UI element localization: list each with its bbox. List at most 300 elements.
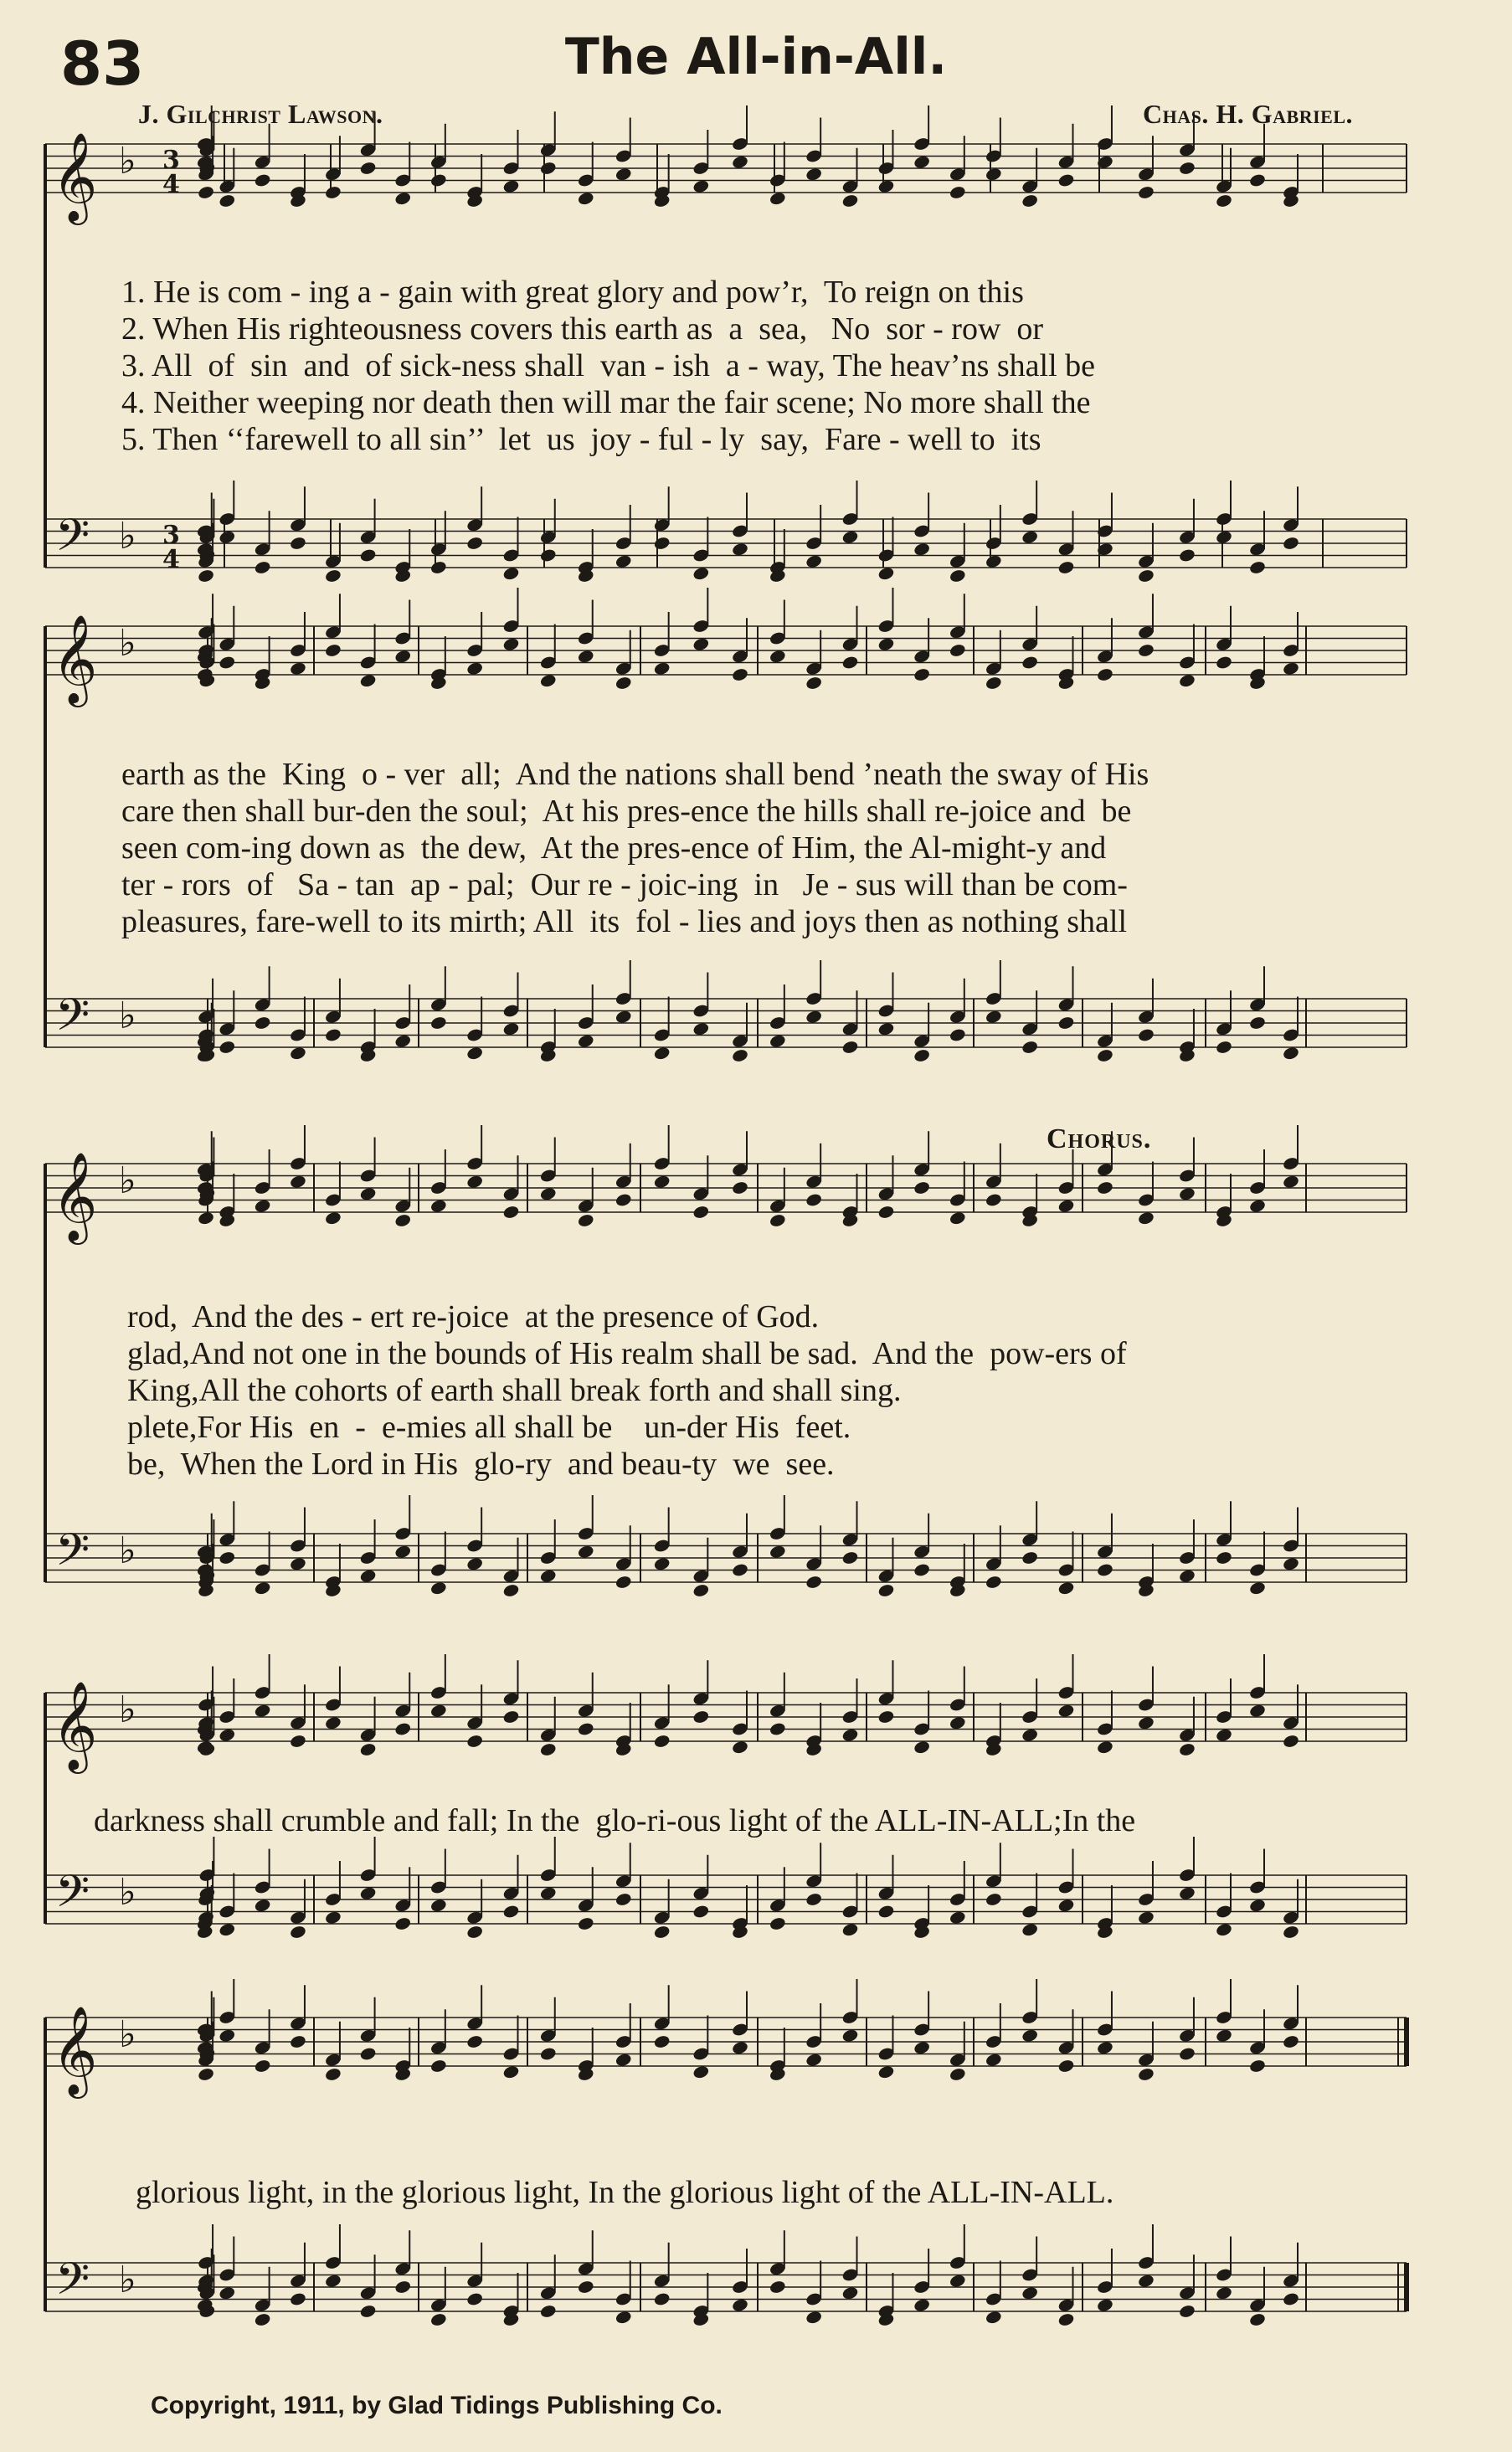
- note-head: [841, 655, 859, 670]
- note-head: [1282, 1175, 1299, 1190]
- note-head: [985, 167, 1002, 182]
- note-head: [1215, 2285, 1232, 2300]
- note-head: [769, 1034, 786, 1049]
- note-head: [731, 667, 748, 682]
- lyric-line-chorus: darkness shall crumble and fall; In the glo-ri-ous light of the ALL-IN-ALL;In the: [94, 1803, 1136, 1838]
- note-head: [1021, 2028, 1038, 2043]
- note-head: [1178, 1569, 1196, 1584]
- note-head: [805, 2310, 822, 2325]
- bass-clef: 𝄢: [55, 1866, 90, 1929]
- note-head: [429, 2312, 447, 2327]
- flat-key-signature: ♭: [119, 622, 136, 665]
- note-head: [731, 155, 748, 170]
- note-head: [197, 1211, 214, 1226]
- note-head: [731, 1740, 748, 1755]
- note-head: [1282, 536, 1299, 551]
- note-head: [577, 2280, 594, 2295]
- note-head: [985, 1010, 1002, 1025]
- note-head: [877, 2064, 895, 2079]
- note-head: [985, 1892, 1002, 1907]
- note-head: [1021, 193, 1038, 208]
- note-head: [289, 1556, 306, 1571]
- note-head: [769, 1213, 786, 1228]
- note-head: [1021, 2285, 1038, 2300]
- note-head: [877, 179, 895, 194]
- note-head: [615, 554, 632, 569]
- note-head: [913, 2298, 930, 2313]
- note-head: [841, 1550, 859, 1565]
- note-head: [1057, 1015, 1075, 1031]
- note-head: [219, 2285, 236, 2300]
- lyric-line-verse-3: King,All the cohorts of earth shall break forth and shall sing.: [127, 1373, 902, 1408]
- note-head: [465, 536, 483, 551]
- note-head: [949, 1211, 966, 1226]
- note-head: [692, 1904, 710, 1919]
- note-head: [429, 172, 447, 188]
- lyric-line-verse-2: care then shall bur-den the soul; At his pres-ence the hills shall re-joice and be: [121, 794, 1132, 829]
- lyric-line-verse-2: glad,And not one in the bounds of His realm shall be sad. And the pow-ers of: [127, 1336, 1127, 1371]
- note-head: [289, 2291, 306, 2306]
- note-head: [949, 185, 966, 200]
- note-head: [949, 1027, 966, 1042]
- note-head: [1137, 643, 1155, 658]
- note-head: [539, 547, 557, 563]
- note-head: [1178, 1742, 1196, 1757]
- note-head: [769, 649, 786, 664]
- note-head: [465, 1175, 483, 1190]
- note-head: [429, 1581, 447, 1596]
- bass-clef: 𝄢: [55, 990, 90, 1052]
- note-head: [1021, 1040, 1038, 1055]
- note-head: [731, 1048, 748, 1063]
- note-head: [254, 560, 271, 575]
- note-head: [324, 1211, 342, 1226]
- note-head: [653, 2291, 671, 2306]
- note-head: [577, 191, 594, 206]
- note-head: [577, 1213, 594, 1228]
- note-head: [653, 1556, 671, 1571]
- note-head: [429, 1199, 447, 1214]
- note-head: [359, 673, 377, 688]
- note-head: [1057, 2059, 1075, 2074]
- note-head: [289, 1925, 306, 1940]
- note-head: [615, 2053, 632, 2068]
- note-head: [394, 1545, 412, 1560]
- lyric-line-verse-3: 3. All of sin and of sick-ness shall van - ish a - way, The heav’ns shall be: [121, 348, 1095, 383]
- note-head: [949, 643, 966, 658]
- treble-clef: 𝄞: [52, 614, 98, 703]
- note-head: [841, 1922, 859, 1937]
- note-head: [1057, 172, 1075, 188]
- note-head: [539, 161, 557, 176]
- note-head: [219, 2028, 236, 2043]
- note-head: [465, 1556, 483, 1571]
- note-head: [949, 2274, 966, 2289]
- note-head: [692, 1583, 710, 1598]
- note-head: [577, 1545, 594, 1560]
- note-head: [1096, 1180, 1113, 1195]
- note-head: [359, 161, 377, 176]
- hymn-title: The All-in-All.: [564, 28, 948, 86]
- note-head: [1215, 530, 1232, 545]
- note-head: [429, 1704, 447, 1719]
- note-head: [429, 1015, 447, 1031]
- note-head: [985, 676, 1002, 691]
- note-head: [1178, 2046, 1196, 2061]
- lyric-line-verse-5: 5. Then ‘‘farewell to all sin’’ let us joy - ful - ly say, Fare - well to its: [121, 422, 1041, 457]
- note-head: [1282, 1556, 1299, 1571]
- note-head: [692, 179, 710, 194]
- note-head: [1178, 1186, 1196, 1201]
- note-head: [219, 1550, 236, 1565]
- note-head: [539, 1742, 557, 1757]
- note-head: [949, 568, 966, 583]
- note-head: [1137, 1211, 1155, 1226]
- note-head: [1096, 1048, 1113, 1063]
- note-head: [219, 1728, 236, 1743]
- note-head: [769, 1721, 786, 1736]
- note-head: [1021, 1550, 1038, 1565]
- note-head: [502, 179, 520, 194]
- note-head: [692, 1021, 710, 1036]
- note-head: [324, 185, 342, 200]
- note-head: [1178, 547, 1196, 563]
- note-head: [1096, 667, 1113, 682]
- note-head: [805, 1010, 822, 1025]
- note-head: [1248, 1898, 1266, 1913]
- note-head: [359, 1742, 377, 1757]
- note-head: [653, 2034, 671, 2049]
- note-head: [289, 1046, 306, 1061]
- note-head: [359, 1886, 377, 1901]
- note-head: [289, 661, 306, 676]
- note-head: [731, 2298, 748, 2313]
- flat-key-signature: ♭: [119, 2259, 136, 2301]
- note-head: [219, 1922, 236, 1937]
- note-head: [615, 1575, 632, 1590]
- note-head: [615, 1892, 632, 1907]
- treble-clef: 𝄞: [52, 1680, 98, 1770]
- note-head: [1096, 1562, 1113, 1577]
- note-head: [1137, 2274, 1155, 2289]
- note-head: [841, 1728, 859, 1743]
- note-head: [1282, 2291, 1299, 2306]
- note-head: [1137, 1910, 1155, 1925]
- note-head: [841, 530, 859, 545]
- note-head: [394, 649, 412, 664]
- note-head: [1178, 673, 1196, 688]
- note-head: [653, 1734, 671, 1749]
- note-head: [289, 1175, 306, 1190]
- note-head: [1137, 2067, 1155, 2082]
- note-head: [1057, 1199, 1075, 1214]
- note-head: [615, 676, 632, 691]
- note-head: [877, 1021, 895, 1036]
- lyric-line-verse-5: pleasures, fare-well to its mirth; All its fol - lies and joys then as nothing shall: [121, 904, 1128, 939]
- note-head: [913, 1562, 930, 1577]
- note-head: [731, 1562, 748, 1577]
- note-head: [1215, 1550, 1232, 1565]
- lyric-line-chorus: glorious light, in the glorious light, In the glorious light of the ALL-IN-ALL.: [136, 2175, 1114, 2210]
- note-head: [877, 566, 895, 581]
- lyric-line-verse-4: 4. Neither weeping nor death then will mar the fair scene; No more shall the: [121, 385, 1091, 420]
- note-head: [465, 1734, 483, 1749]
- note-head: [805, 2053, 822, 2068]
- note-head: [1215, 1922, 1232, 1937]
- note-head: [254, 1015, 271, 1031]
- note-head: [913, 542, 930, 557]
- note-head: [539, 2046, 557, 2061]
- note-head: [359, 547, 377, 563]
- note-head: [324, 568, 342, 583]
- note-head: [841, 1040, 859, 1055]
- note-head: [985, 2053, 1002, 2068]
- chorus-label: Chorus.: [1047, 1123, 1152, 1154]
- note-head: [913, 1048, 930, 1063]
- note-head: [615, 167, 632, 182]
- note-head: [324, 1910, 342, 1925]
- note-head: [197, 185, 214, 200]
- note-head: [1282, 1734, 1299, 1749]
- note-head: [731, 542, 748, 557]
- composer-credit: Chas. H. Gabriel.: [1143, 99, 1353, 129]
- note-head: [324, 2274, 342, 2289]
- note-head: [254, 1199, 271, 1214]
- note-head: [985, 1575, 1002, 1590]
- note-head: [254, 1704, 271, 1719]
- note-head: [769, 2280, 786, 2295]
- note-head: [465, 661, 483, 676]
- note-head: [877, 1583, 895, 1598]
- hymn-number: 83: [60, 28, 145, 99]
- note-head: [805, 676, 822, 691]
- note-head: [805, 1892, 822, 1907]
- bass-clef: 𝄢: [55, 2254, 90, 2316]
- note-head: [577, 1721, 594, 1736]
- note-head: [1248, 560, 1266, 575]
- note-head: [359, 1186, 377, 1201]
- note-head: [289, 1734, 306, 1749]
- note-head: [394, 1916, 412, 1931]
- note-head: [254, 172, 271, 188]
- note-head: [1215, 193, 1232, 208]
- note-head: [502, 1583, 520, 1598]
- note-head: [1178, 161, 1196, 176]
- note-head: [877, 1709, 895, 1725]
- note-head: [219, 530, 236, 545]
- treble-clef: 𝄞: [52, 1151, 98, 1241]
- note-head: [1096, 2040, 1113, 2055]
- note-head: [1248, 1581, 1266, 1596]
- note-head: [913, 155, 930, 170]
- note-head: [539, 2304, 557, 2319]
- note-head: [219, 655, 236, 670]
- flat-key-signature: ♭: [119, 2013, 136, 2056]
- note-head: [394, 191, 412, 206]
- note-head: [359, 1569, 377, 1584]
- note-head: [502, 2064, 520, 2079]
- flat-key-signature: ♭: [119, 1871, 136, 1914]
- note-head: [254, 2059, 271, 2074]
- note-head: [197, 568, 214, 583]
- bass-clef: 𝄢: [55, 1524, 90, 1587]
- note-head: [1282, 1046, 1299, 1061]
- note-head: [913, 667, 930, 682]
- note-head: [615, 1192, 632, 1207]
- note-head: [502, 637, 520, 652]
- note-head: [1282, 661, 1299, 676]
- flat-key-signature: ♭: [119, 1159, 136, 1202]
- note-head: [692, 1205, 710, 1220]
- note-head: [289, 2034, 306, 2049]
- note-head: [1215, 1040, 1232, 1055]
- time-signature-bottom: 4: [162, 170, 180, 199]
- note-head: [254, 1581, 271, 1596]
- note-head: [1248, 1015, 1266, 1031]
- note-head: [615, 1010, 632, 1025]
- note-head: [1137, 1027, 1155, 1042]
- note-head: [394, 1034, 412, 1049]
- lyric-line-verse-1: rod, And the des - ert re-joice at the presence of God.: [127, 1299, 820, 1334]
- note-head: [577, 1916, 594, 1931]
- note-head: [502, 1021, 520, 1036]
- note-head: [653, 1046, 671, 1061]
- note-head: [769, 1545, 786, 1560]
- note-head: [394, 2280, 412, 2295]
- note-head: [1137, 1715, 1155, 1730]
- note-head: [877, 1904, 895, 1919]
- note-head: [359, 2046, 377, 2061]
- note-head: [539, 1886, 557, 1901]
- time-signature-top: 3: [162, 521, 180, 550]
- note-head: [805, 1192, 822, 1207]
- note-head: [1282, 2034, 1299, 2049]
- note-head: [429, 2059, 447, 2074]
- note-head: [913, 1180, 930, 1195]
- note-head: [985, 1192, 1002, 1207]
- note-head: [394, 1213, 412, 1228]
- note-head: [877, 637, 895, 652]
- note-head: [324, 643, 342, 658]
- flat-key-signature: ♭: [119, 1689, 136, 1731]
- note-head: [465, 1925, 483, 1940]
- note-head: [949, 2067, 966, 2082]
- note-head: [1021, 1922, 1038, 1937]
- note-head: [289, 536, 306, 551]
- note-head: [1215, 655, 1232, 670]
- note-head: [769, 1916, 786, 1931]
- note-head: [1021, 530, 1038, 545]
- note-head: [1057, 560, 1075, 575]
- treble-clef: 𝄞: [52, 2005, 98, 2095]
- note-head: [324, 1715, 342, 1730]
- lyric-line-verse-5: be, When the Lord in His glo-ry and beau-ty we see.: [127, 1447, 835, 1482]
- note-head: [254, 2312, 271, 2327]
- note-head: [1137, 568, 1155, 583]
- lyric-line-verse-1: 1. He is com - ing a - gain with great glory and pow’r, To reign on this: [121, 275, 1024, 310]
- flat-key-signature: ♭: [119, 515, 136, 558]
- note-head: [913, 1740, 930, 1755]
- note-head: [805, 167, 822, 182]
- lyricist-credit: J. Gilchrist Lawson.: [138, 99, 383, 129]
- note-head: [539, 673, 557, 688]
- note-head: [1096, 1740, 1113, 1755]
- note-head: [1021, 1728, 1038, 1743]
- note-head: [465, 2291, 483, 2306]
- treble-clef: 𝄞: [52, 131, 98, 221]
- lyric-line-verse-4: ter - rors of Sa - tan ap - pal; Our re - joic-ing in Je - sus will than be com-: [121, 867, 1128, 902]
- note-head: [692, 637, 710, 652]
- note-head: [805, 1575, 822, 1590]
- note-head: [1248, 172, 1266, 188]
- note-head: [359, 2304, 377, 2319]
- flat-key-signature: ♭: [119, 995, 136, 1037]
- note-head: [877, 1205, 895, 1220]
- note-head: [502, 1205, 520, 1220]
- note-head: [949, 1910, 966, 1925]
- note-head: [502, 1904, 520, 1919]
- note-head: [254, 1898, 271, 1913]
- note-head: [1057, 1898, 1075, 1913]
- note-head: [394, 1721, 412, 1736]
- note-head: [429, 560, 447, 575]
- note-head: [502, 566, 520, 581]
- lyric-line-verse-2: 2. When His righteousness covers this earth as a sea, No sor - row or: [121, 311, 1044, 347]
- note-head: [502, 1709, 520, 1725]
- note-head: [913, 2040, 930, 2055]
- note-head: [1021, 655, 1038, 670]
- copyright-notice: Copyright, 1911, by Glad Tidings Publishing Co.: [151, 2392, 723, 2419]
- note-head: [1282, 1925, 1299, 1940]
- note-head: [1178, 1886, 1196, 1901]
- note-head: [653, 536, 671, 551]
- note-head: [465, 1046, 483, 1061]
- note-head: [219, 1040, 236, 1055]
- note-head: [1057, 1581, 1075, 1596]
- lyric-line-verse-4: plete,For His en - e-mies all shall be un-der His feet.: [127, 1410, 851, 1445]
- note-head: [577, 1034, 594, 1049]
- note-head: [985, 554, 1002, 569]
- flat-key-signature: ♭: [119, 140, 136, 182]
- note-head: [615, 2310, 632, 2325]
- note-head: [324, 1027, 342, 1042]
- note-head: [1248, 2059, 1266, 2074]
- note-head: [1057, 2312, 1075, 2327]
- note-head: [805, 554, 822, 569]
- bass-clef: 𝄢: [55, 510, 90, 573]
- note-head: [731, 2040, 748, 2055]
- lyric-line-verse-1: earth as the King o - ver all; And the nations shall bend ’neath the sway of His: [121, 757, 1149, 792]
- note-head: [841, 193, 859, 208]
- time-signature-bottom: 4: [162, 545, 180, 574]
- note-head: [653, 1925, 671, 1940]
- note-head: [692, 566, 710, 581]
- note-head: [1248, 1704, 1266, 1719]
- note-head: [985, 2310, 1002, 2325]
- note-head: [1248, 1199, 1266, 1214]
- time-signature-top: 3: [162, 146, 180, 175]
- note-head: [769, 191, 786, 206]
- note-head: [1215, 1728, 1232, 1743]
- note-head: [577, 649, 594, 664]
- note-head: [692, 2064, 710, 2079]
- note-head: [539, 1186, 557, 1201]
- note-head: [1096, 2298, 1113, 2313]
- note-head: [841, 2285, 859, 2300]
- note-head: [324, 2067, 342, 2082]
- note-head: [1215, 2028, 1232, 2043]
- note-head: [653, 661, 671, 676]
